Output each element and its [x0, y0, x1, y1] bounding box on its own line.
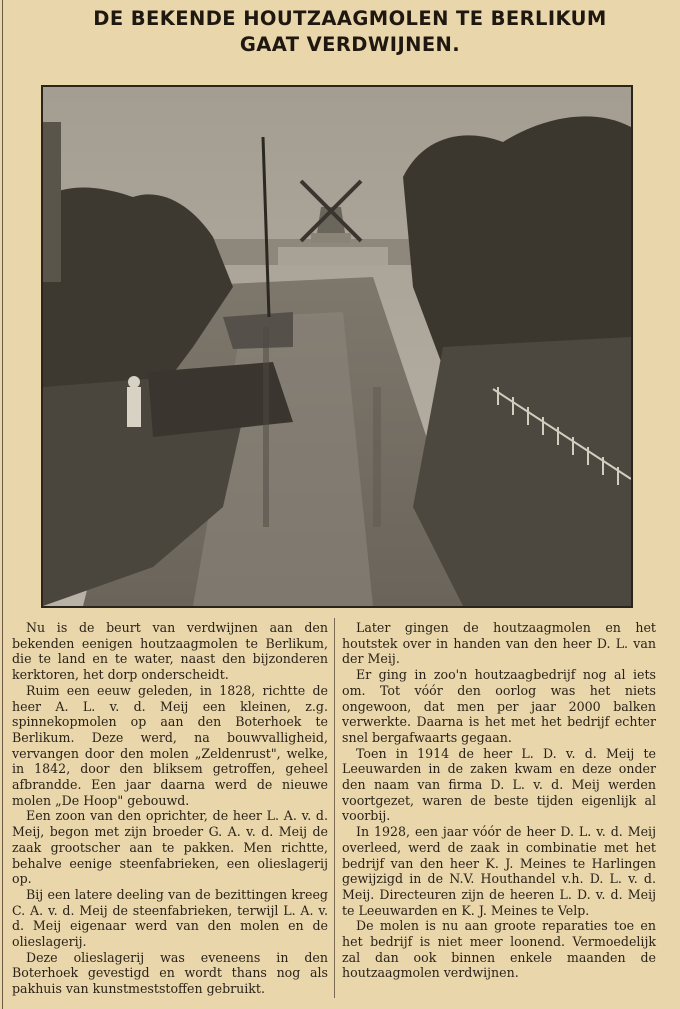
headline-line-1: DE BEKENDE HOUTZAAGMOLEN TE BERLIKUM: [93, 7, 607, 30]
column-divider: [334, 618, 335, 998]
headline-line-2: GAAT VERDWIJNEN.: [239, 33, 461, 56]
paragraph: Nu is de beurt van verdwijnen aan den bekenden eenigen houtzaagmolen te Berlikum, die te land en te water, naast den bijzonderen kerktoren, het dorp onderscheidt.: [12, 620, 328, 683]
paragraph: In 1928, een jaar vóór de heer D. L. v. d. Meij overleed, werd de zaak in combinatie met het bedrijf van den heer K. J. Meines te Harlingen gewijzigd in de N.V. Houthandel v.h. D. L. v. d. Meij. Directeuren zijn de heeren L. D. v. d. Meij te Leeuwarden en K. J. Meines te Velp.: [342, 824, 656, 918]
paragraph: Later gingen de houtzaagmolen en het houtstek over in handen van den heer D. L. van der Meij.: [342, 620, 656, 667]
column-rule: [2, 0, 3, 1009]
paragraph: Bij een latere deeling van de bezittingen kreeg C. A. v. d. Meij de steenfabrieken, terwijl L. A. v. d. Meij eigenaar werd van den molen en de olieslagerij.: [12, 886, 328, 950]
article-column-right: [342, 620, 656, 981]
paragraph: Er ging in zoo'n houtzaagbedrijf nog al iets om. Tot vóór den oorlog was het niets ongewoon, dat men per jaar 2000 balken verwerkte. Daarna is het met het bedrijf echter snel bergafwaarts gegaan.: [342, 667, 656, 745]
paragraph: De molen is nu aan groote reparaties toe en het bedrijf is niet meer loonend. Vermoedelijk zal dan ook binnen enkele maanden de houtzaagmolen verdwijnen.: [342, 918, 656, 981]
article-column-left: [12, 620, 328, 997]
paragraph: Een zoon van den oprichter, de heer L. A. v. d. Meij, begon met zijn broeder G. A. v. d. Meij de zaak grootscher aan te pakken. Men richtte, behalve eenige steenfabrieken, een olieslagerij op.: [12, 808, 328, 887]
paragraph: Deze olieslagerij was eveneens in den Boterhoek gevestigd en wordt thans nog als pakhuis van kunstmeststoffen gebruikt.: [12, 949, 328, 997]
windmill-canal-photo: [41, 85, 633, 608]
paragraph: Toen in 1914 de heer L. D. v. d. Meij te Leeuwarden in de zaken kwam en deze onder den naam van firma D. L. v. d. Meij werden voortgezet, waren de beste tijden eigenlijk al voorbij.: [342, 745, 656, 824]
paragraph: Ruim een eeuw geleden, in 1828, richtte de heer A. L. v. d. Meij een kleinen, z.g. spinnekopmolen op aan den Boterhoek te Berlikum. Deze werd, na bouwvalligheid, vervangen door den molen „Zeldenrust", welke, in 1842, door den bliksem getroffen, geheel afbrandde. Een jaar daarna werd de nieuwe molen „De Hoop" gebouwd.: [12, 682, 328, 808]
headline: [20, 6, 680, 58]
